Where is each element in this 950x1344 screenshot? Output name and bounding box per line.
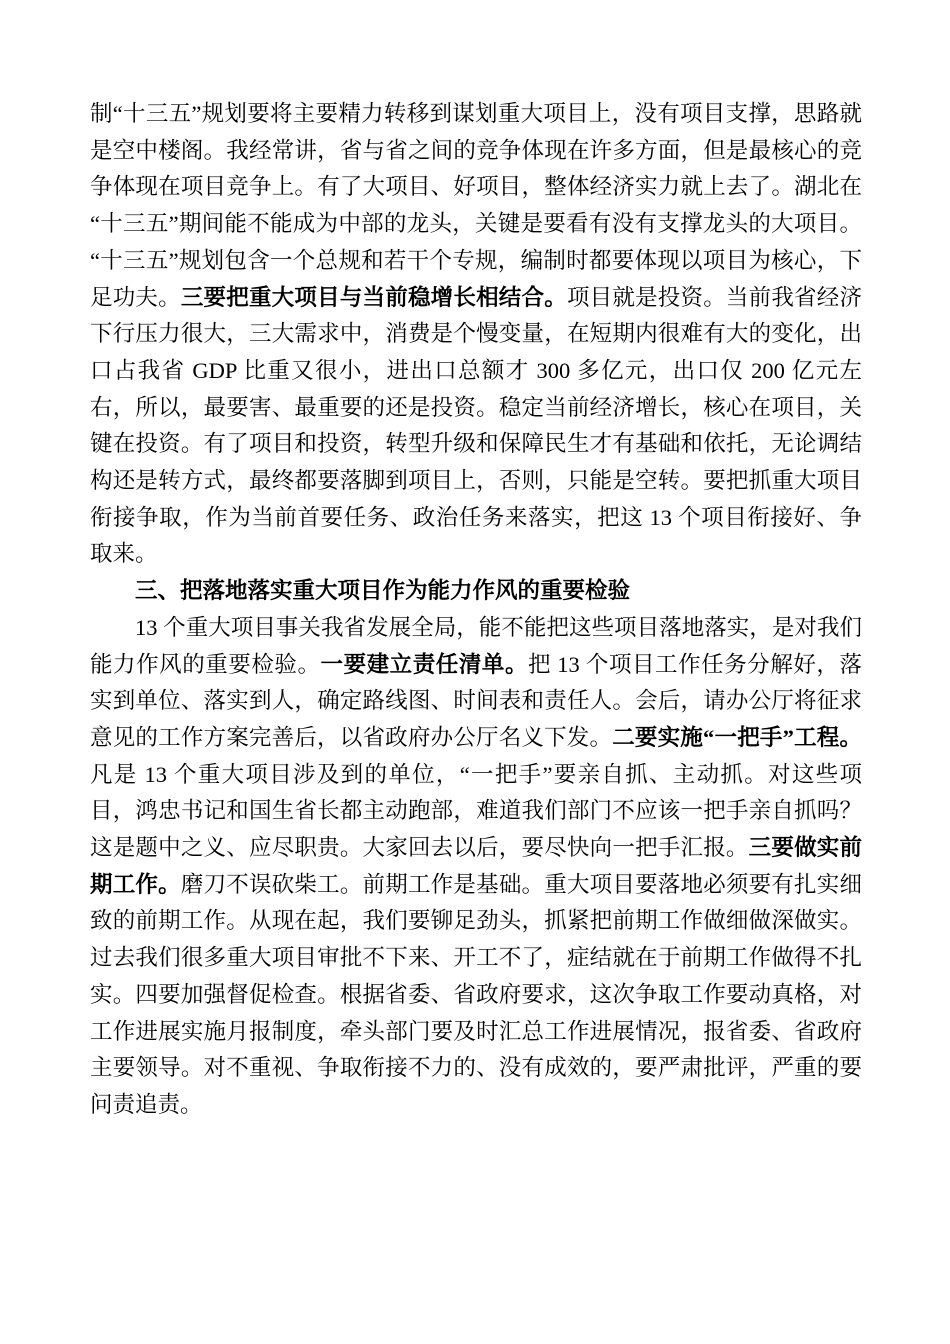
document-body bbox=[90, 96, 862, 1124]
bold-text-run: 三要把重大项目与当前稳增长相结合。 bbox=[180, 284, 567, 310]
text-run: 磨刀不误砍柴工。前期工作是基础。重大项目要落地必须要有扎实细致的前期工作。从现在起，我们要铆足劲头，抓紧把前期工作做细做深做实。过去我们很多重大项目审批不下来、开工不了，症结就在于前期工作做得不扎实。四要加强督促检查。根据省委、省政府要求，这次争取工作要动真格，对工作进展实施月报制度，牵头部门要及时汇总工作进展情况，报省委、省政府主要领导。对不重视、争取衔接不力的、没有成效的，要严肃批评，严重的要问责追责。 bbox=[90, 871, 862, 1117]
bold-text-run: 三、把落地落实重大项目作为能力作风的重要检验 bbox=[135, 578, 631, 604]
bold-text-run: 二要实施“一把手”工程。 bbox=[612, 724, 862, 750]
bold-text-run: 一要建立责任清单。 bbox=[320, 651, 528, 677]
section-heading-three bbox=[90, 573, 862, 610]
text-run: 项目就是投资。当前我省经济下行压力很大，三大需求中，消费是个慢变量，在短期内很难有大的变化，出口占我省 GDP 比重又很小，进出口总额才 300 多亿元，出口仅 200 亿元左右，所以，最要害、最重要的还是投资。稳定当前经济增长，核心在项目，关键在投资。有了项目和投资，转型升级和保障民生才有基础和依托，无论调结构还是转方式，最终都要落脚到项目上，否则，只能是空转。要把抓重大项目衔接争取，作为当前首要任务、政治任务来落实，把这 13 个项目衔接好、争取来。 bbox=[90, 284, 862, 567]
para-continuation bbox=[90, 96, 862, 573]
text-run: 把 13 个项目工作任务分解好，落实到单位、落实到人，确定路线图、时间表和责任人。会后，请办公厅将征求意见的工作方案完善后，以省政府办公厅名义下发。 bbox=[90, 651, 862, 750]
para-section-three bbox=[90, 610, 862, 1124]
text-run: 凡是 13 个重大项目涉及到的单位，“一把手”要亲自抓、主动抓。对这些项目，鸿忠书记和国生省长都主动跑部，难道我们部门不应该一把手亲自抓吗？这是题中之义、应尽职贵。大家回去以后，要尽快向一把手汇报。 bbox=[90, 761, 862, 861]
bold-text-run: 三要做实前期工作。 bbox=[90, 835, 862, 897]
text-run: 制“十三五”规划要将主要精力转移到谋划重大项目上，没有项目支撑，思路就是空中楼阁。我经常讲，省与省之间的竞争体现在许多方面，但是最核心的竞争体现在项目竞争上。有了大项目、好项目，整体经济实力就上去了。湖北在“十三五”期间能不能成为中部的龙头，关键是要看有没有支撑龙头的大项目。“十三五”规划包含一个总规和若干个专规，编制时都要体现以项目为核心，下足功夫。 bbox=[90, 101, 862, 310]
text-run: 13 个重大项目事关我省发展全局，能不能把这些项目落地落实，是对我们能力作风的重要检验。 bbox=[90, 614, 862, 677]
